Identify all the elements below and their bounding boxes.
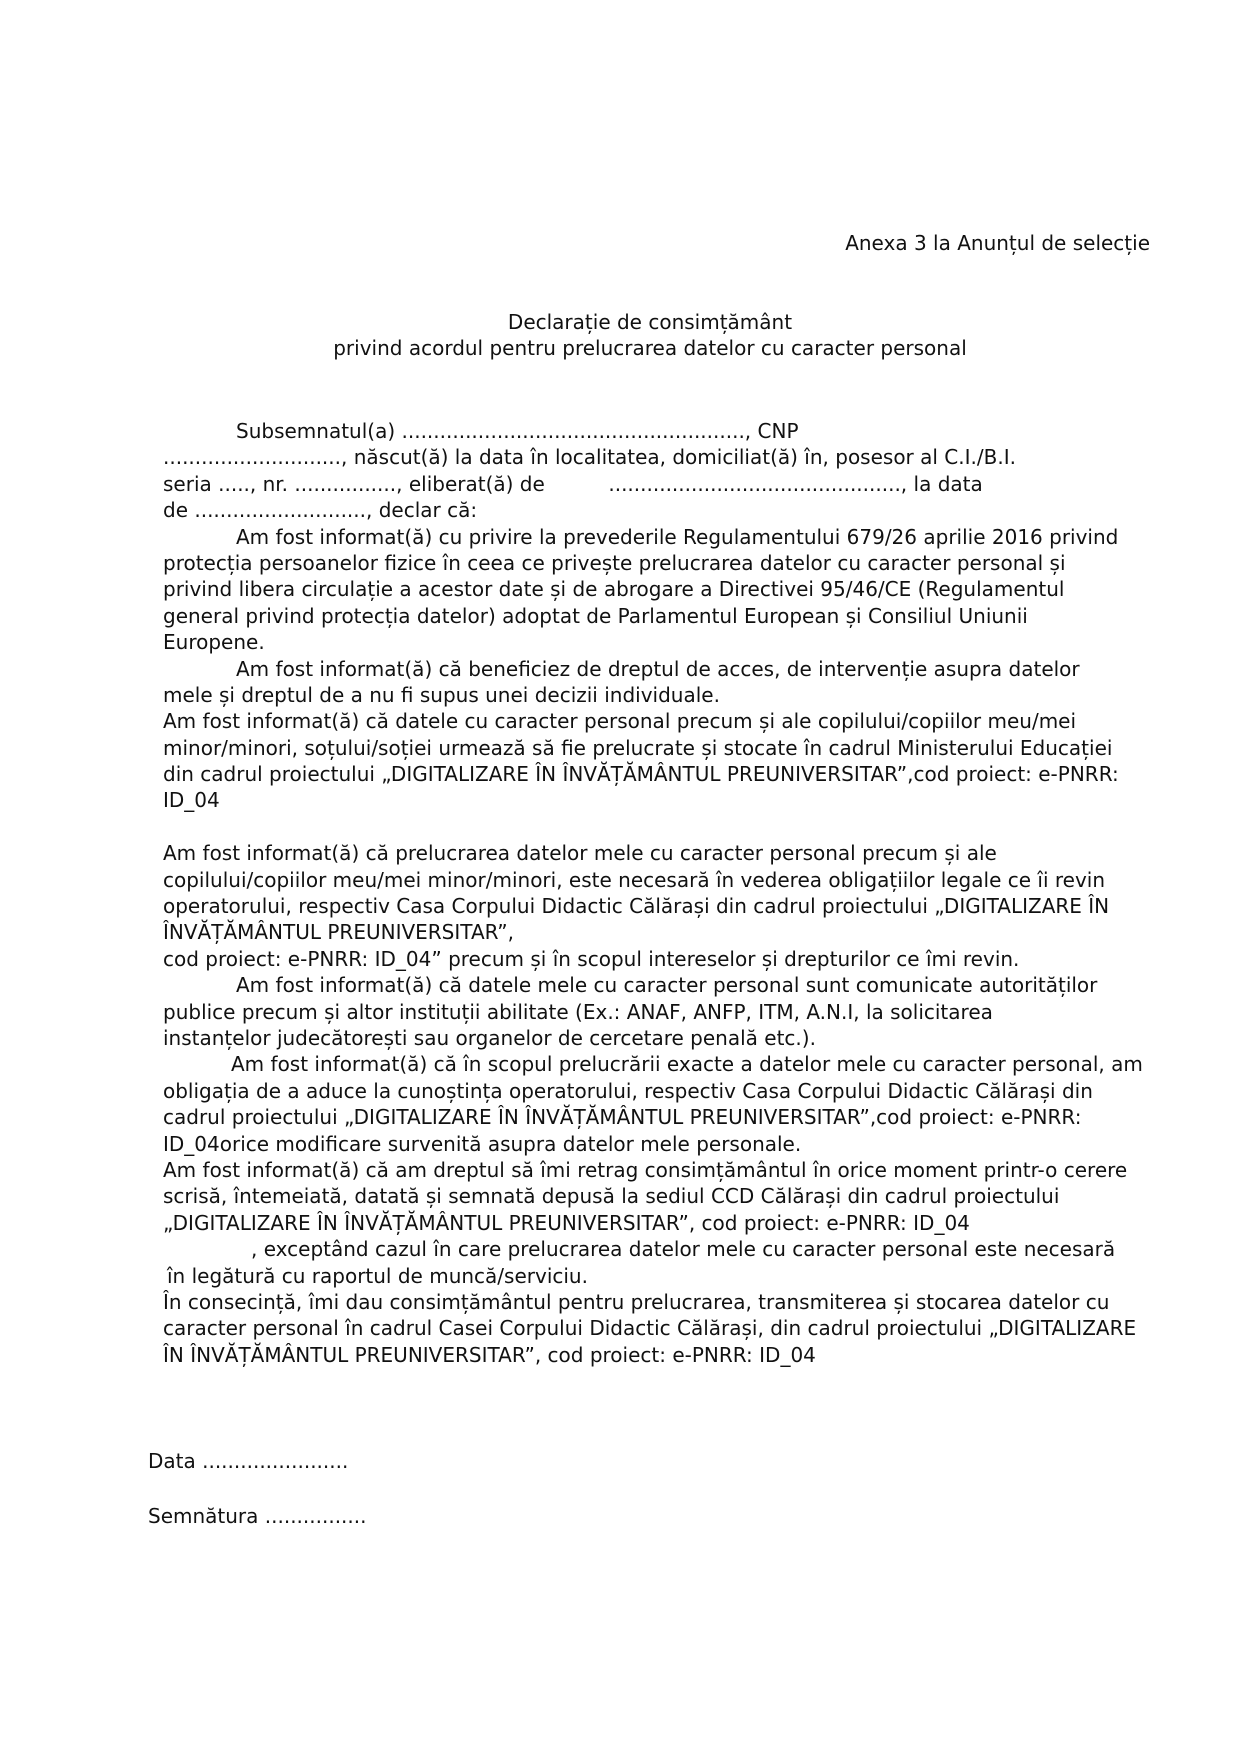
paragraph-gap xyxy=(163,814,1163,840)
body-line: ............................, născut(ă) la data în localitatea, domiciliat(ă) în, posesor al C.I./B.I. xyxy=(163,445,1016,470)
title-line-2: privind acordul pentru prelucrarea datelor cu caracter personal xyxy=(333,336,967,360)
body-line: de ..........................., declar că: xyxy=(163,498,478,523)
body-line: în legătură cu raportul de muncă/serviciu. xyxy=(167,1263,588,1288)
body-line: mele și dreptul de a nu fi supus unei decizii individuale. xyxy=(163,682,720,707)
body-line: , exceptând cazul în care prelucrarea datelor mele cu caracter personal este necesară xyxy=(251,1237,1116,1262)
body-line: obligația de a aduce la cunoștința operatorului, respectiv Casa Corpului Didactic Călărași din xyxy=(163,1078,1093,1103)
body-line: minor/minori, soțului/soției urmează să fie prelucrate și stocate în cadrul Ministerului Educației xyxy=(163,735,1113,760)
body-line: Am fost informat(ă) că datele mele cu caracter personal sunt comunicate autorităților xyxy=(236,973,1098,998)
body-line: copilului/copiilor meu/mei minor/minori, este necesară în vederea obligațiilor legale ce îi revin xyxy=(163,867,1106,892)
body-line: cadrul proiectului „DIGITALIZARE ÎN ÎNVĂȚĂMÂNTUL PREUNIVERSITAR”,cod proiect: e-PNRR: xyxy=(163,1105,1082,1130)
title-line-1: Declarație de consimțământ xyxy=(507,310,793,334)
body-line: publice precum și altor instituții abilitate (Ex.: ANAF, ANFP, ITM, A.N.I, la solicitarea xyxy=(163,999,993,1024)
body-line: instanțelor judecătorești sau organelor de cercetare penală etc.). xyxy=(163,1025,816,1050)
body-line: ÎN ÎNVĂȚĂMÂNTUL PREUNIVERSITAR”, cod proiect: e-PNRR: ID_04 xyxy=(163,1342,816,1367)
body-line: seria ....., nr. ................, eliberat(ă) de .............................................., la data xyxy=(163,471,983,496)
body-line: operatorului, respectiv Casa Corpului Didactic Călărași din cadrul proiectului „DIGITALIZARE ÎN xyxy=(163,894,1110,919)
body-line: În consecință, îmi dau consimțământul pentru prelucrarea, transmiterea și stocarea datelor cu xyxy=(163,1289,1110,1314)
body-line: general privind protecția datelor) adoptat de Parlamentul European și Consiliul Uniunii xyxy=(163,603,1028,628)
body-line: scrisă, întemeiată, datată și semnată depusă la sediul CCD Călărași din cadrul proiectului xyxy=(163,1184,1060,1209)
body-line: Subsemnatul(a) ......................................................, CNP xyxy=(236,419,799,443)
body-line: ID_04orice modificare survenită asupra datelor mele personale. xyxy=(163,1131,802,1156)
signature-field: Semnătura ................ xyxy=(148,1504,367,1528)
declaration-body xyxy=(163,418,1163,1368)
body-line: Am fost informat(ă) că prelucrarea datelor mele cu caracter personal precum și ale xyxy=(163,841,997,866)
body-line: „DIGITALIZARE ÎN ÎNVĂȚĂMÂNTUL PREUNIVERSITAR”, cod proiect: e-PNRR: ID_04 xyxy=(163,1210,970,1235)
document-title xyxy=(160,309,1140,361)
body-line: protecția persoanelor fizice în ceea ce privește prelucrarea datelor cu caracter personal și xyxy=(163,550,1066,575)
body-line: privind libera circulație a acestor date și de abrogare a Directivei 95/46/CE (Regulamentul xyxy=(163,577,1065,602)
body-line: ID_04 xyxy=(163,788,220,813)
annex-label: Anexa 3 la Anunțul de selecție xyxy=(845,231,1150,255)
body-line: ÎNVĂȚĂMÂNTUL PREUNIVERSITAR”, xyxy=(163,920,514,945)
body-line: Am fost informat(ă) cu privire la prevederile Regulamentului 679/26 aprilie 2016 privind xyxy=(236,524,1119,549)
body-line: Am fost informat(ă) că în scopul prelucrării exacte a datelor mele cu caracter personal, am xyxy=(231,1052,1143,1077)
body-line: Europene. xyxy=(163,630,265,655)
date-field: Data ....................... xyxy=(148,1449,349,1473)
body-line: caracter personal în cadrul Casei Corpului Didactic Călărași, din cadrul proiectului „DIGITALIZARE xyxy=(163,1316,1137,1341)
body-line: din cadrul proiectului „DIGITALIZARE ÎN ÎNVĂȚĂMÂNTUL PREUNIVERSITAR”,cod proiect: e-PNRR: xyxy=(163,762,1119,787)
body-line: cod proiect: e-PNRR: ID_04” precum și în scopul intereselor și drepturilor ce îmi revin. xyxy=(163,946,1020,971)
body-line: Am fost informat(ă) că am dreptul să îmi retrag consimțământul în orice moment printr-o cerere xyxy=(163,1157,1128,1182)
body-line: Am fost informat(ă) că datele cu caracter personal precum și ale copilului/copiilor meu/mei xyxy=(163,709,1077,734)
body-line: Am fost informat(ă) că beneficiez de dreptul de acces, de intervenție asupra datelor xyxy=(236,656,1080,681)
